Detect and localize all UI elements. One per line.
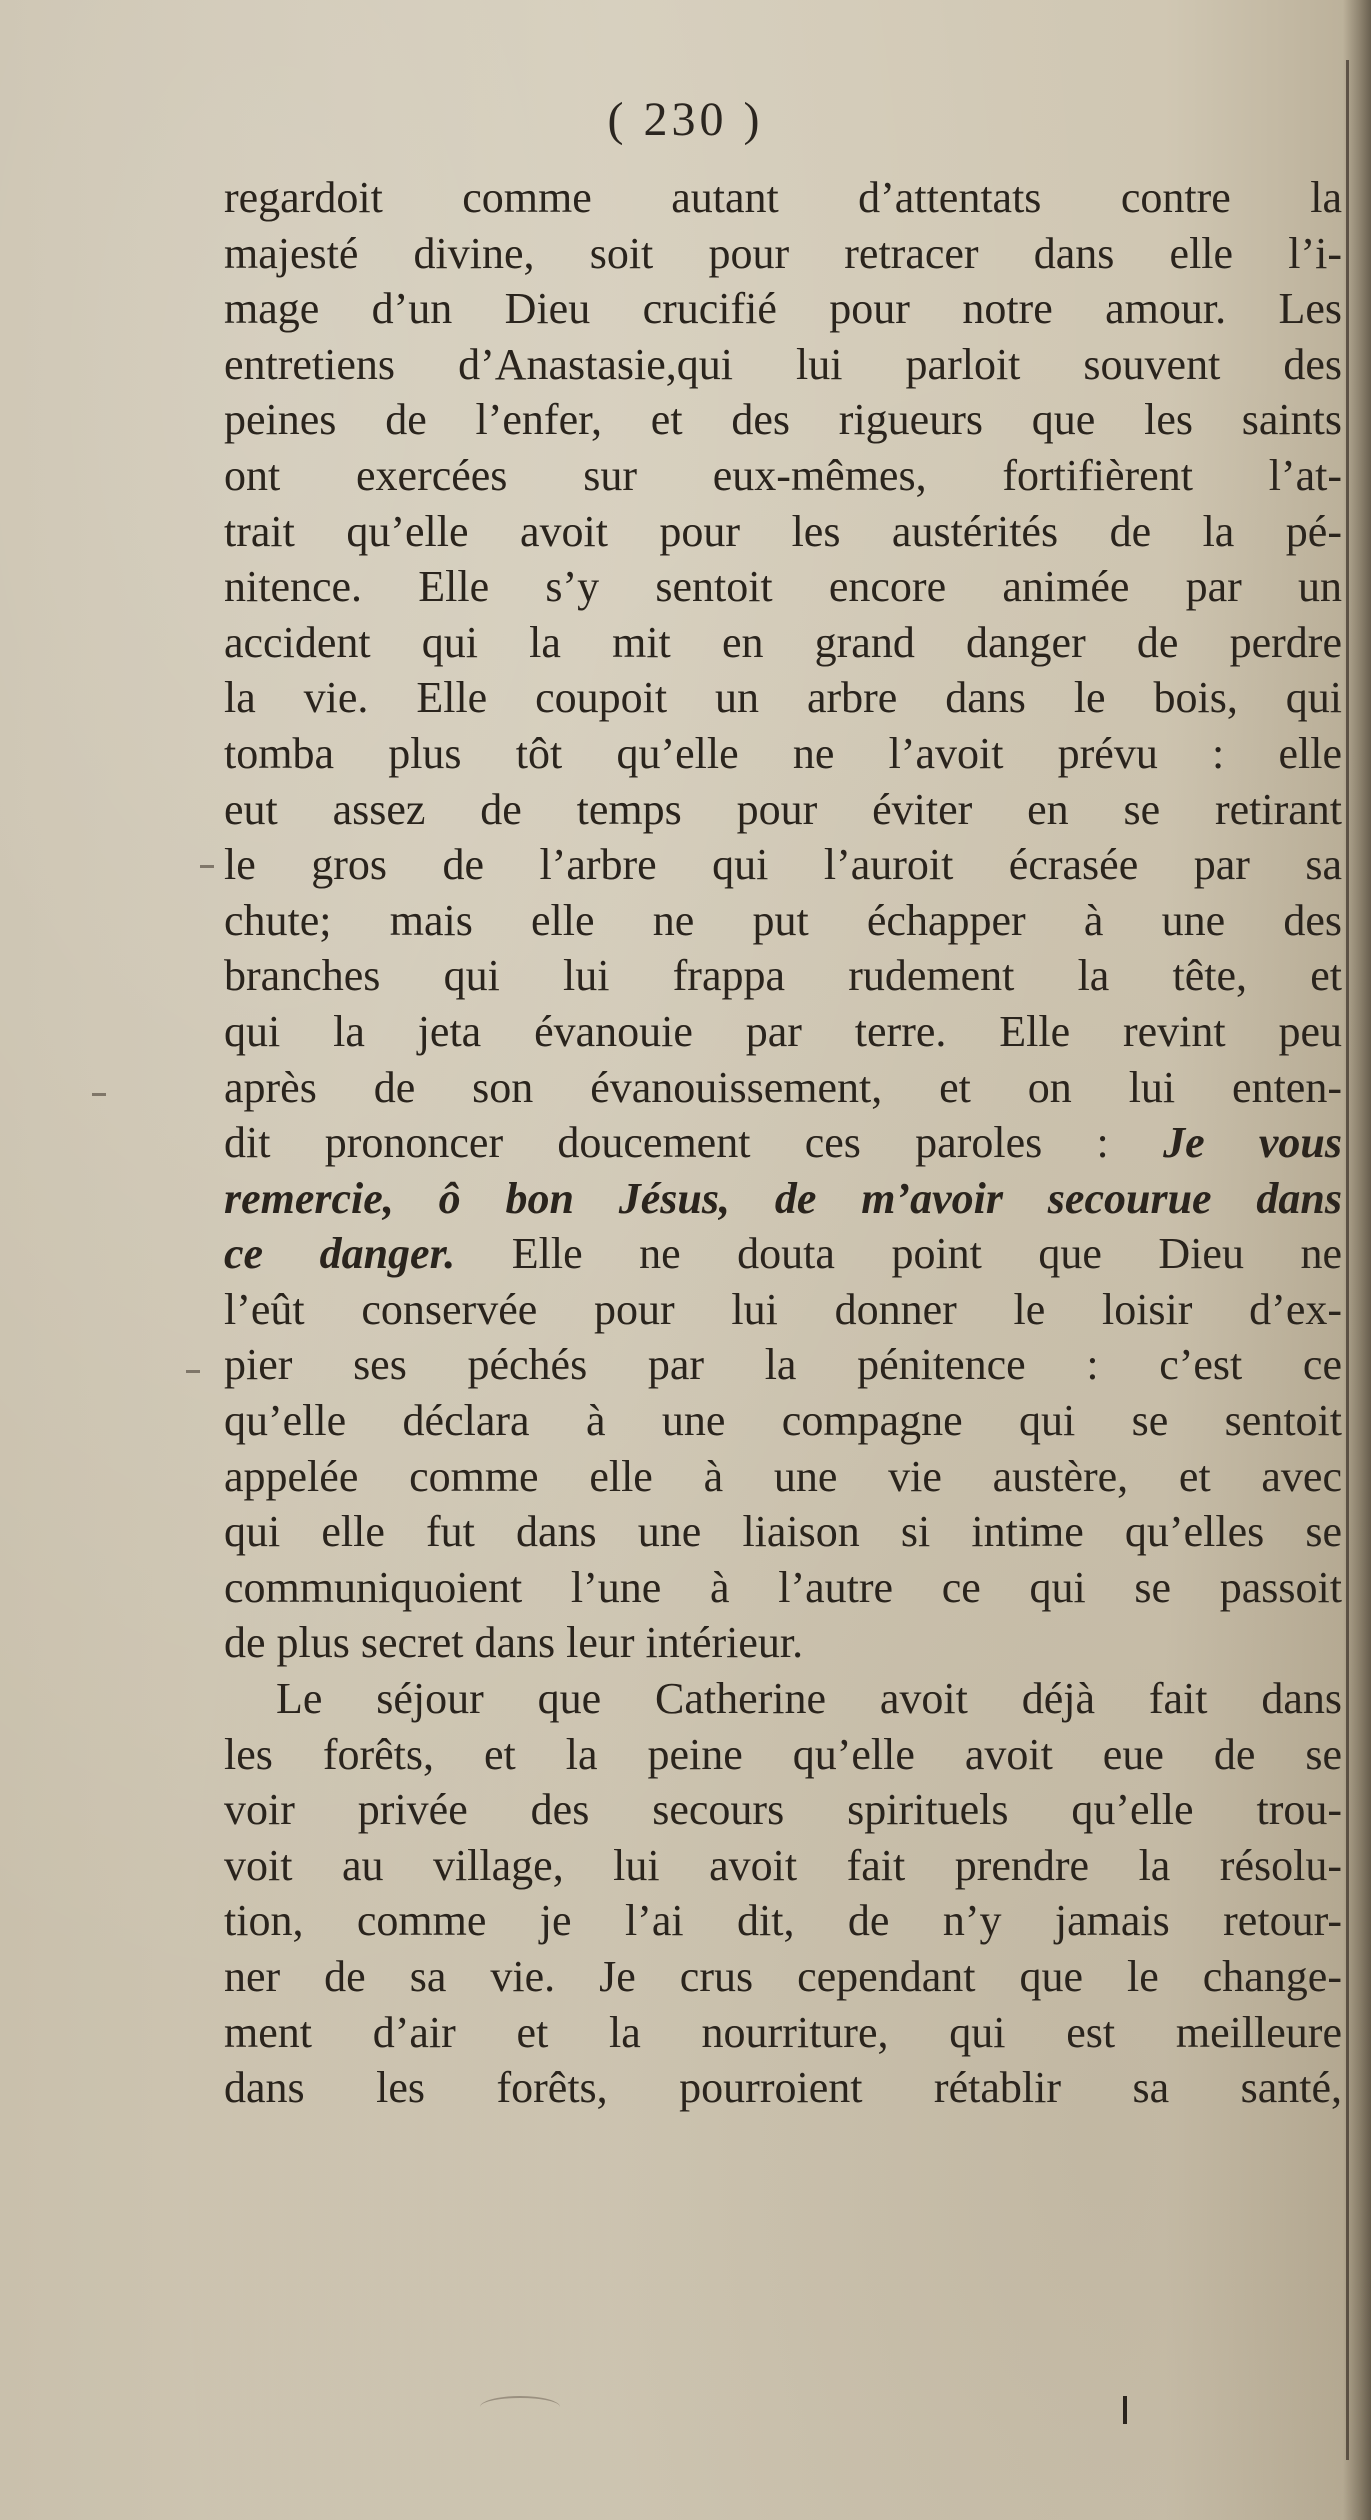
text-line: l’eût conservée pour lui donner le loisir d’ex- [224,1284,1342,1334]
text-line: le gros de l’arbre qui l’auroit écrasée par sa [224,840,1342,890]
text-line: nitence. Elle s’y sentoit encore animée par un [224,562,1342,612]
text-line: branches qui lui frappa rudement la tête, et [224,951,1342,1001]
text-line: trait qu’elle avoit pour les austérités de la pé- [224,506,1342,556]
bottom-mark [1123,2396,1127,2424]
italic-quote-segment: ce danger. [224,1229,456,1279]
paragraph-start-line: Le séjour que Catherine avoit déjà fait dans [276,1674,1342,1724]
text-line: eut assez de temps pour éviter en se retirant [224,784,1342,834]
text-line: dans les forêts, pourroient rétablir sa santé, [224,2063,1342,2113]
text-line: majesté divine, soit pour retracer dans elle l’i- [224,228,1342,278]
italic-quote-line: remercie, ô bon Jésus, de m’avoir secourue dans [224,1173,1342,1223]
page-binding-line [1346,60,1349,2460]
text-line: voir privée des secours spirituels qu’elle trou- [224,1785,1342,1835]
text-line: regardoit comme autant d’attentats contre la [224,173,1342,222]
text-line: qu’elle déclara à une compagne qui se sentoit [224,1396,1342,1446]
text-segment: Elle ne douta point que Dieu ne [511,1229,1342,1279]
text-line: accident qui la mit en grand danger de perdre [224,617,1342,667]
text-line: voit au village, lui avoit fait prendre la résolu- [224,1840,1342,1890]
body-text [224,170,1342,2116]
text-line: peines de l’enfer, et des rigueurs que les saints [224,395,1342,445]
text-line: de plus secret dans leur intérieur. [224,1618,804,1668]
text-line: ner de sa vie. Je crus cependant que le change- [224,1952,1342,2001]
text-line: ment d’air et la nourriture, qui est meilleure [224,2007,1342,2057]
text-line-with-italic [224,1115,1342,1171]
text-line: les forêts, et la peine qu’elle avoit eue de se [224,1729,1342,1779]
text-line: pier ses péchés par la pénitence : c’est ce [224,1340,1342,1390]
page-number: ( 230 ) [607,93,764,146]
text-line-with-italic [224,1226,1342,1282]
margin-mark [186,1370,200,1373]
text-line: qui la jeta évanouie par terre. Elle revint peu [224,1006,1342,1056]
text-line: tion, comme je l’ai dit, de n’y jamais retour- [224,1896,1342,1946]
margin-mark [200,865,214,868]
text-line: entretiens d’Anastasie,qui lui parloit souvent des [224,339,1342,389]
margin-mark [92,1093,106,1096]
text-line: ont exercées sur eux-mêmes, fortifièrent l’at- [224,450,1342,500]
text-line: mage d’un Dieu crucifié pour notre amour. Les [224,284,1342,334]
text-segment: dit prononcer doucement ces paroles : [224,1118,1109,1168]
text-line: la vie. Elle coupoit un arbre dans le bois, qui [224,673,1342,723]
text-line: après de son évanouissement, et on lui enten- [224,1062,1342,1112]
italic-quote-segment: Je vous [1163,1118,1342,1168]
text-line: communiquoient l’une à l’autre ce qui se passoit [224,1562,1342,1612]
text-line: tomba plus tôt qu’elle ne l’avoit prévu : elle [224,728,1342,778]
decorative-flourish [480,2396,560,2418]
text-line: qui elle fut dans une liaison si intime qu’elles se [224,1507,1342,1557]
text-line: appelée comme elle à une vie austère, et avec [224,1451,1342,1501]
text-line: chute; mais elle ne put échapper à une des [224,895,1342,945]
